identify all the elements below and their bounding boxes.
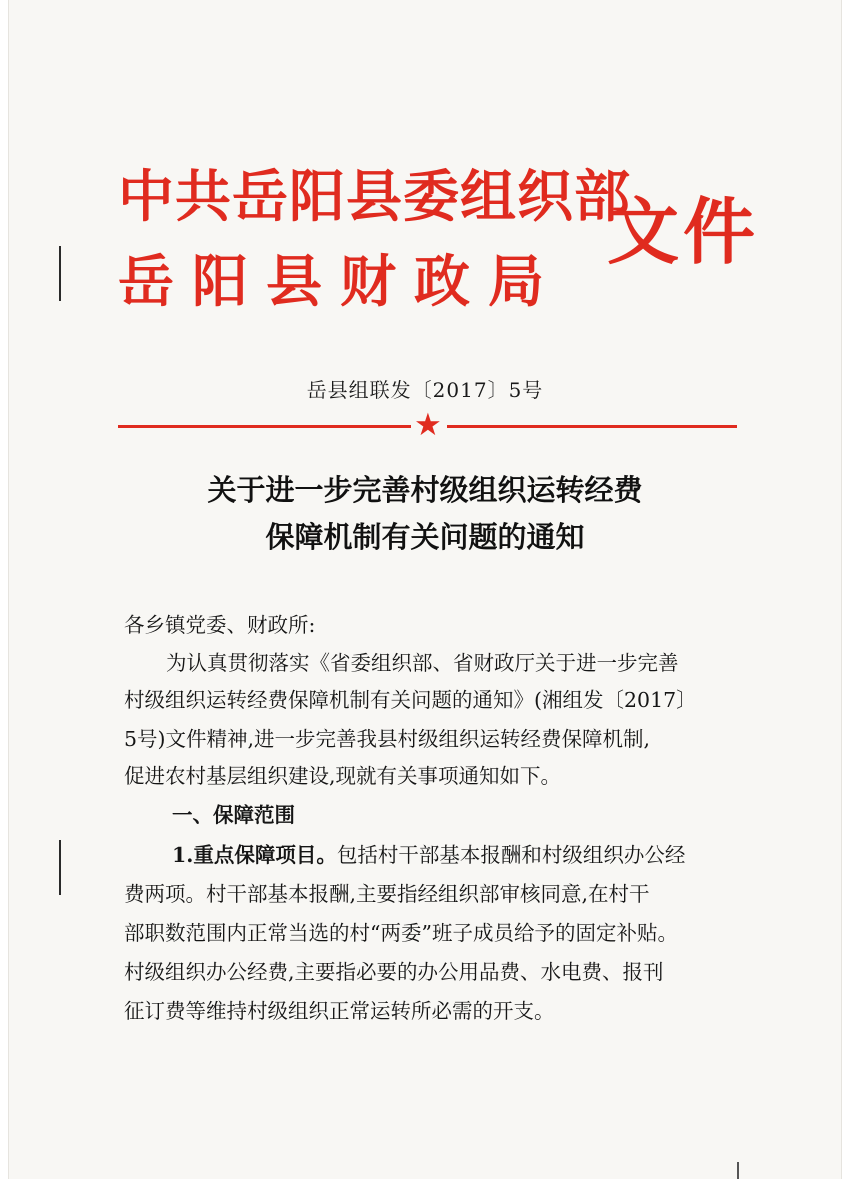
- red-separator-right: [447, 425, 737, 428]
- item-line: 费两项。村干部基本报酬,主要指经组织部审核同意,在村干: [124, 882, 650, 906]
- paragraph-line: 5号)文件精神,进一步完善我县村级组织运转经费保障机制,: [124, 727, 651, 751]
- red-separator-left: [118, 425, 411, 428]
- paragraph-line: 为认真贯彻落实《省委组织部、省财政厅关于进一步完善: [166, 651, 679, 675]
- section-heading: 一、保障范围: [172, 803, 295, 827]
- item-text: 包括村干部基本报酬和村级组织办公经: [336, 843, 686, 867]
- issuer-line-2: 岳阳县财政局: [118, 250, 562, 315]
- item-line: 征订费等维持村级组织正常运转所必需的开支。: [124, 999, 555, 1023]
- paragraph-line: 促进农村基层组织建设,现就有关事项通知如下。: [124, 764, 562, 788]
- notice-title-line-1: 关于进一步完善村级组织运转经费: [207, 473, 643, 507]
- document-number: 岳县组联发〔2017〕5号: [306, 378, 544, 402]
- item-line: 部职数范围内正常当选的村“两委”班子成员给予的固定补贴。: [124, 921, 678, 945]
- star-icon: ★: [414, 407, 442, 443]
- notice-title-line-2: 保障机制有关问题的通知: [265, 520, 585, 554]
- paragraph-line: 村级组织运转经费保障机制有关问题的通知》(湘组发〔2017〕: [124, 688, 697, 712]
- issuer-line-1: 中共岳阳县委组织部: [118, 165, 631, 230]
- item-label: 1.重点保障项目。: [172, 843, 337, 867]
- binding-mark: [59, 840, 61, 895]
- salutation: 各乡镇党委、财政所:: [124, 613, 316, 637]
- binding-mark: [737, 1162, 739, 1179]
- item-line: 村级组织办公经费,主要指必要的办公用品费、水电费、报刊: [124, 960, 664, 984]
- item-line: [172, 845, 784, 866]
- document-word: 文件: [607, 190, 760, 274]
- binding-mark: [59, 246, 61, 301]
